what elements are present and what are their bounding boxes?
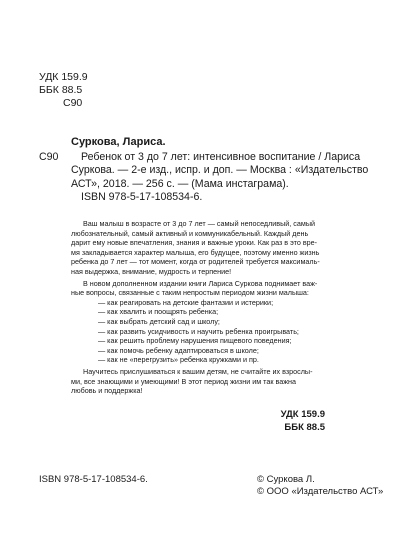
- list-item: — как выбрать детский сад и школу;: [98, 316, 220, 326]
- closing-codes: [240, 408, 325, 434]
- author-mark: С90: [63, 97, 83, 109]
- annotation-line: любовь и поддержка!: [71, 386, 143, 396]
- bbk-code: ББК 88.5: [39, 84, 83, 96]
- list-item: — как реагировать на детские фантазии и истерики;: [98, 297, 274, 307]
- biblio-line: Суркова. — 2-е изд., испр. и доп. — Москва : «Издательство: [71, 164, 369, 177]
- annotation-line: мя закладывается характер малыша, его будущее, поэтому именно жизнь: [71, 247, 320, 257]
- list-item: — как хвалить и поощрять ребенка;: [98, 307, 219, 317]
- annotation-line: любознательный, самый активный и коммуникабельный. Каждый день: [71, 228, 309, 238]
- isbn-line: ISBN 978-5-17-108534-6.: [81, 191, 203, 204]
- copyright-publisher: © ООО «Издательство АСТ»: [257, 486, 384, 497]
- annotation-line: ми, все знающими и умеющими! В этот период жизни им так важна: [71, 376, 297, 386]
- footer-isbn: ISBN 978-5-17-108534-6.: [39, 474, 148, 485]
- annotation: [71, 219, 323, 396]
- author-heading: Суркова, Лариса.: [71, 136, 166, 148]
- list-item: — как помочь ребенку адаптироваться в школе;: [98, 345, 259, 355]
- annotation-line: ные вопросы, связанные с таким непростым периодом жизни малыша:: [71, 288, 309, 298]
- list-item: — как решить проблему нарушения пищевого поведения;: [98, 336, 292, 346]
- biblio-line: Ребенок от 3 до 7 лет: интенсивное воспитание / Лариса: [81, 151, 361, 163]
- list-item: — как развить усидчивость и научить ребенка проигрывать;: [98, 326, 299, 336]
- annotation-line: ребенка до 7 лет — тот момент, когда от родителей требуется максималь-: [71, 257, 320, 267]
- closing-udk-code: УДК 159.9: [280, 409, 325, 420]
- biblio-line: АСТ», 2018. — 256 с. — (Мама инстаграма).: [71, 177, 289, 190]
- copyright-author: © Суркова Л.: [257, 474, 315, 485]
- record-mark: С90: [39, 151, 59, 163]
- udk-code: УДК 159.9: [39, 71, 88, 83]
- annotation-line: ная выдержка, внимание, мудрость и терпение!: [71, 266, 232, 276]
- classification-codes: [39, 71, 88, 110]
- annotation-line: Ваш малыш в возрасте от 3 до 7 лет — самый непоседливый, самый: [83, 219, 316, 228]
- annotation-line: дарит ему новые впечатления, знания и важные уроки. Как раз в это вре-: [71, 238, 318, 248]
- list-item: — как не «перегрузить» ребенка кружками и пр.: [98, 355, 259, 365]
- annotation-line: В новом дополненном издании книги Лариса Суркова поднимает важ-: [83, 278, 318, 288]
- annotation-line: Научитесь прислушиваться к вашим детям, не считайте их взрослы-: [83, 366, 313, 376]
- bibliographic-description: [71, 151, 369, 205]
- footer-copyright: [257, 474, 383, 498]
- closing-bbk-code: ББК 88.5: [284, 422, 325, 433]
